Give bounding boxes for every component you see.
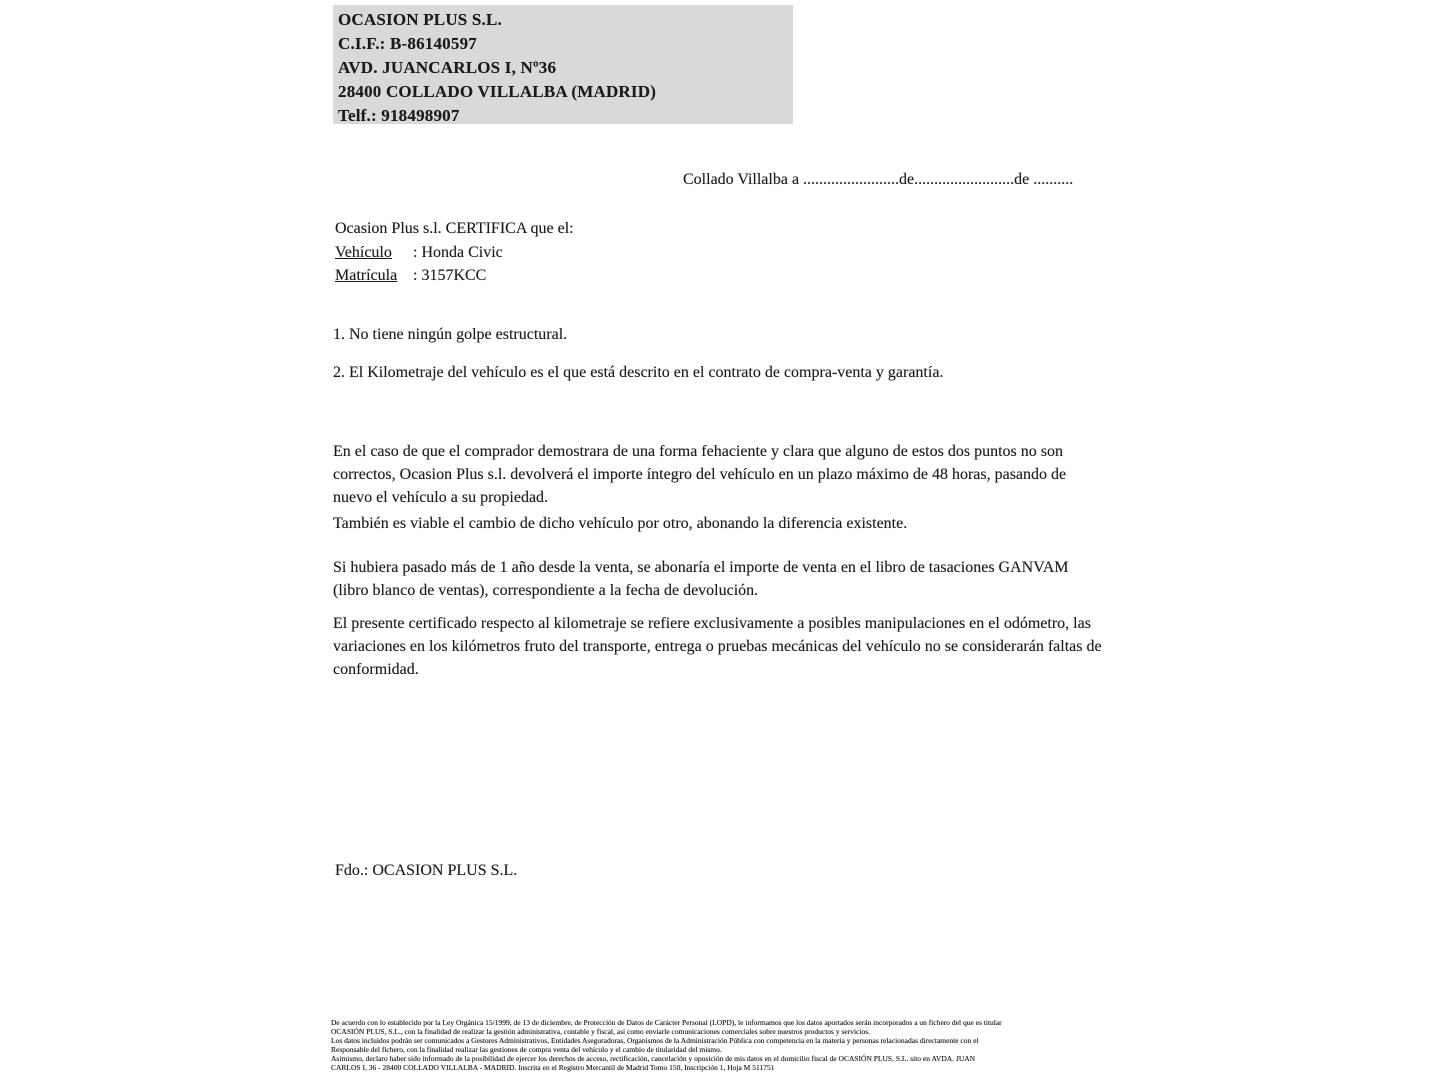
signature-line: Fdo.: OCASION PLUS S.L. [335, 862, 518, 879]
certificate-point-2: 2. El Kilometraje del vehículo es el que está descrito en el contrato de compra-venta y garantía. [333, 364, 944, 381]
body-paragraph-refund: En el caso de que el comprador demostrara de una forma fehaciente y clara que alguno de estos dos puntos no son correctos, Ocasion Plus s.l. devolverá el importe íntegro del vehículo en un plazo máximo de 48 horas, pasando de nuevo el vehículo a su propiedad. [333, 443, 1067, 507]
legal-line: De acuerdo con lo establecido por la Ley Orgánica 15/1999, de 13 de diciembre, de Protección de Datos de Carácter Personal (LOPD), le informamos que los datos aportados serán incorporados a un fichero del que es titular [331, 1018, 1002, 1027]
company-address: AVD. JUANCARLOS I, Nº36 [338, 58, 557, 77]
legal-line: OCASIÓN PLUS, S.L., con la finalidad de realizar la gestión administrativa, contable y fiscal, así como enviarle comunicaciones comerciales sobre nuestros productos y servicios. [331, 1027, 871, 1037]
certificate-block [335, 217, 574, 288]
company-phone: Telf.: 918498907 [338, 106, 460, 125]
company-cif: C.I.F.: B-86140597 [338, 34, 477, 53]
plate-field [335, 264, 574, 288]
plate-label: Matrícula [335, 267, 398, 284]
body-paragraph-exchange: También es viable el cambio de dicho vehículo por otro, abonando la diferencia existente. [333, 515, 908, 532]
body-paragraph-odometer: El presente certificado respecto al kilometraje se refiere exclusivamente a posibles manipulaciones en el odómetro, las variaciones en los kilómetros fruto del transporte, entrega o pruebas mecánicas del vehículo no se considerarán faltas de conformidad. [333, 615, 1102, 679]
plate-value: : 3157KCC [413, 267, 487, 284]
certificate-point-1: 1. No tiene ningún golpe estructural. [333, 326, 568, 343]
legal-fine-print [331, 1018, 1121, 1073]
vehicle-field [335, 241, 574, 265]
legal-line: CARLOS I, 36 - 28400 COLLADO VILLALBA - MADRID. Inscrita en el Registro Mercantil de Madrid Tomo 150, Inscripción 1, Hoja M 511751 [331, 1063, 775, 1073]
vehicle-label: Vehículo [335, 243, 392, 261]
company-header-box [333, 5, 793, 124]
legal-line: Los datos incluidos podrán ser comunicados a Gestores Administrativos, Entidades Aseguradoras, Organismos de la Administración Pública con competencia en la materia y personas relacionadas directamente con el [331, 1036, 979, 1046]
legal-line: Asimismo, declaro haber sido informado de la posibilidad de ejercer los derechos de acceso, rectificación, cancelación y oposición de mis datos en el domicilio fiscal de OCASIÓN PLUS, S.L. sito en AVDA. JUAN [331, 1054, 976, 1064]
company-name: OCASION PLUS S.L. [338, 10, 502, 29]
body-paragraph-ganvam: Si hubiera pasado más de 1 año desde la venta, se abonaría el importe de venta en el libro de tasaciones GANVAM (libro blanco de ventas), correspondiente a la fecha de devolución. [333, 559, 1069, 600]
certificate-intro: Ocasion Plus s.l. CERTIFICA que el: [335, 220, 574, 237]
date-line: Collado Villalba a ........................de.........................de .......... [683, 171, 1074, 188]
company-city: 28400 COLLADO VILLALBA (MADRID) [338, 82, 657, 101]
vehicle-value: : Honda Civic [413, 243, 503, 261]
legal-line: Responsable del fichero, con la finalidad realizar las gestiones de compra venta del vehículo y el cambio de titularidad del mismo. [331, 1045, 722, 1055]
